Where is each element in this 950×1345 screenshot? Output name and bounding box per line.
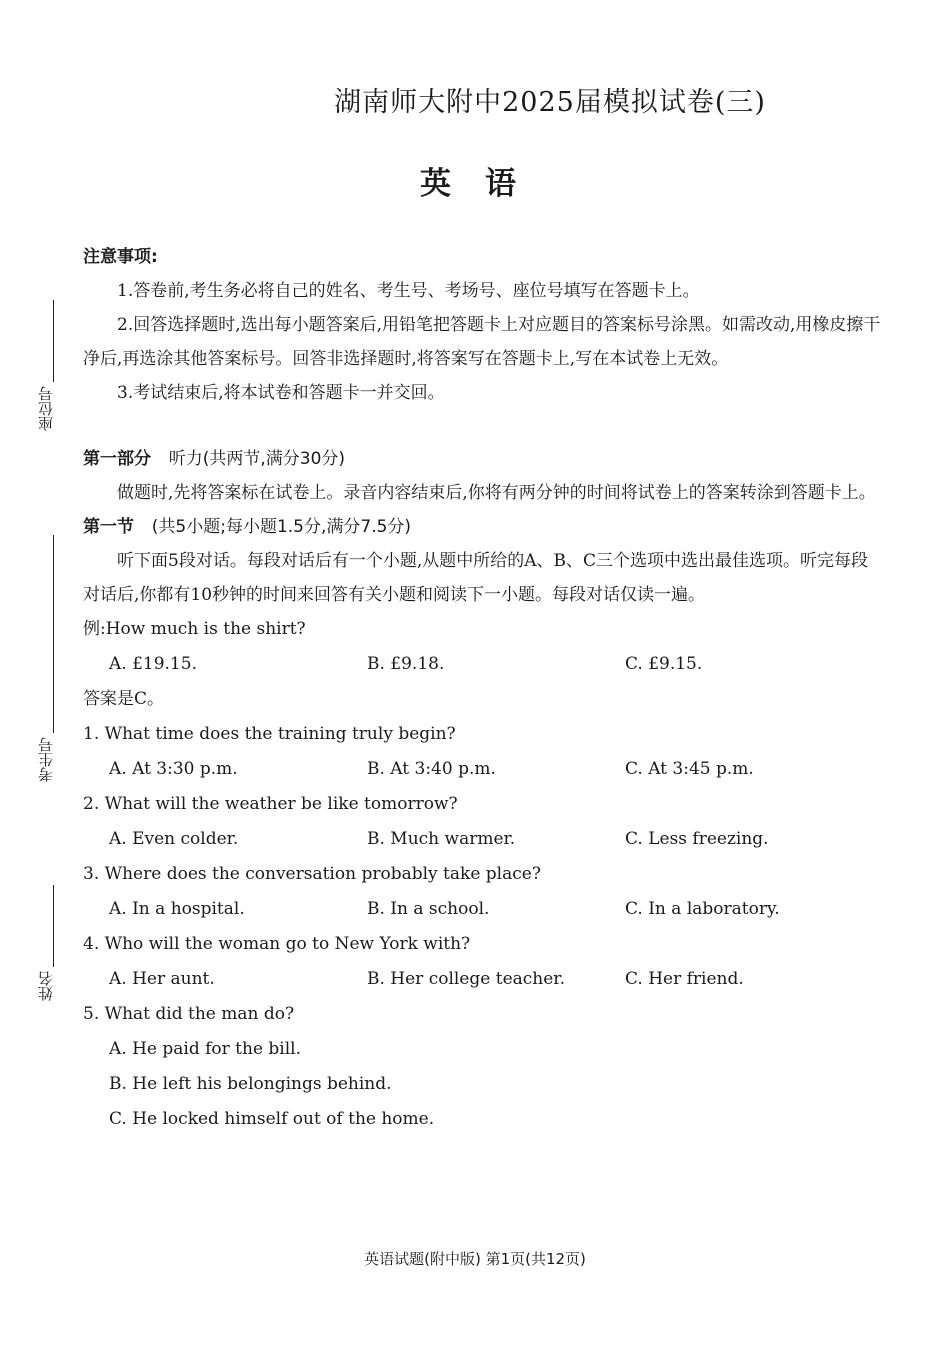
example-option-b: B. £9.18. (367, 654, 445, 674)
q2-option-c: C. Less freezing. (625, 829, 769, 849)
subject-title: 英语 (420, 166, 550, 202)
question-1-options (83, 752, 883, 787)
q5-option-c: C. He locked himself out of the home. (109, 1109, 435, 1129)
example-question: 例:How much is the shirt? (83, 619, 306, 639)
notice-title: 注意事项: (83, 247, 158, 267)
q3-option-c: C. In a laboratory. (625, 899, 780, 919)
examinee-number-line (53, 535, 54, 733)
example-option-a: A. £19.15. (109, 654, 197, 674)
page-footer: 英语试题(附中版) 第1页(共12页) (364, 1250, 586, 1268)
q1-option-c: C. At 3:45 p.m. (625, 759, 754, 779)
notice-item-2: 2.回答选择题时,选出每小题答案后,用铅笔把答题卡上对应题目的答案标号涂黑。如需改动,用橡皮擦干净后,再选涂其他答案标号。回答非选择题时,将答案写在答题卡上,写在本试卷上无效。 (83, 315, 881, 369)
question-2-options (83, 822, 883, 857)
q1-option-b: B. At 3:40 p.m. (367, 759, 496, 779)
q2-option-a: A. Even colder. (109, 829, 239, 849)
side-field-name (30, 885, 66, 1005)
spacer (83, 410, 883, 442)
notice-item-3: 3.考试结束后,将本试卷和答题卡一并交回。 (117, 383, 445, 403)
q4-option-b: B. Her college teacher. (367, 969, 565, 989)
example-options (83, 647, 883, 682)
example-answer: 答案是C。 (83, 689, 165, 709)
section1-title: 第一节 (83, 517, 134, 537)
q4-option-a: A. Her aunt. (109, 969, 215, 989)
seat-number-label: 座位号 (37, 386, 55, 431)
question-4: 4. Who will the woman go to New York with? (83, 934, 471, 954)
q3-option-a: A. In a hospital. (109, 899, 245, 919)
exam-content (83, 240, 883, 1137)
part1-heading (83, 442, 883, 476)
seat-number-line (53, 300, 54, 382)
name-label: 姓名 (37, 971, 55, 1001)
q5-option-b: B. He left his belongings behind. (109, 1074, 392, 1094)
exam-title: 湖南师大附中2025届模拟试卷(三) (334, 87, 766, 118)
q3-option-b: B. In a school. (367, 899, 490, 919)
part1-instruction: 做题时,先将答案标在试卷上。录音内容结束后,你将有两分钟的时间将试卷上的答案转涂到答题卡上。 (117, 483, 876, 503)
question-2: 2. What will the weather be like tomorrow? (83, 794, 458, 814)
question-3-options (83, 892, 883, 927)
side-field-seat (30, 300, 66, 440)
part1-title: 第一部分 (83, 449, 151, 469)
section1-title-desc: (共5小题;每小题1.5分,满分7.5分) (151, 517, 412, 537)
q5-option-a: A. He paid for the bill. (109, 1039, 302, 1059)
notice-item-1: 1.答卷前,考生务必将自己的姓名、考生号、考场号、座位号填写在答题卡上。 (117, 281, 700, 301)
question-1: 1. What time does the training truly begin? (83, 724, 456, 744)
q2-option-b: B. Much warmer. (367, 829, 516, 849)
question-3: 3. Where does the conversation probably take place? (83, 864, 541, 884)
q1-option-a: A. At 3:30 p.m. (109, 759, 238, 779)
part1-title-desc: 听力(共两节,满分30分) (168, 449, 346, 469)
examinee-number-label: 考生号 (37, 737, 55, 782)
example-option-c: C. £9.15. (625, 654, 703, 674)
name-line (53, 885, 54, 967)
q4-option-c: C. Her friend. (625, 969, 744, 989)
question-4-options (83, 962, 883, 997)
question-5: 5. What did the man do? (83, 1004, 295, 1024)
side-field-examinee (30, 535, 66, 795)
section1-instruction: 听下面5段对话。每段对话后有一个小题,从题中所给的A、B、C三个选项中选出最佳选项。听完每段对话后,你都有10秒钟的时间来回答有关小题和阅读下一小题。每段对话仅读一遍。 (83, 551, 868, 605)
section1-heading (83, 510, 883, 544)
